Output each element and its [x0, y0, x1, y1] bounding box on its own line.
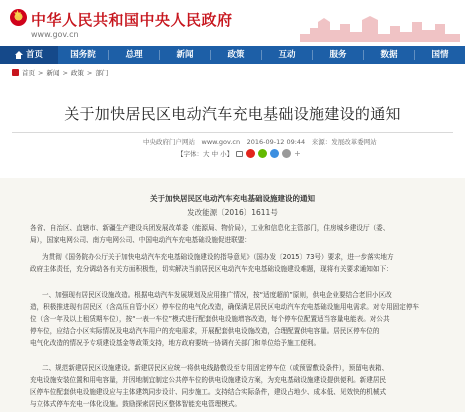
body-line: 二、规范新建居民区设施建设。新建居民区应统一将供电线路敷设至专用固定停车位（或预留敷设条件），预留电表箱、 [42, 364, 389, 372]
main-nav [0, 46, 465, 64]
body-line: 充电设施安装位置和用电容量，并因地制宜制定公共停车位的供电设施建设方案，为充电基础设施建设提供便利。新建居民 [30, 376, 387, 384]
site-title[interactable]: 中华人民共和国中央人民政府 [31, 11, 233, 29]
breadcrumb-policy[interactable]: 政策 [70, 69, 84, 77]
breadcrumb-separator: > [62, 68, 68, 77]
breadcrumb-home[interactable]: 首页 [22, 69, 35, 77]
nav-item-premier[interactable]: 总理 [125, 50, 143, 60]
qzone-share-icon[interactable] [270, 149, 279, 158]
site-domain: www.gov.cn [31, 30, 79, 39]
nav-item-national-info[interactable]: 国情 [431, 50, 449, 60]
title-divider [12, 132, 453, 133]
article-source-line: 中央政府门户网站 www.gov.cn 2016-09-12 09:44 来源：发展改革委网站 [143, 138, 377, 146]
body-line: 与立体式停车充电一体化设施。鼓励探索居民区整体智能充电管理模式。 [30, 400, 241, 408]
nav-item-policy[interactable]: 政策 [227, 50, 245, 60]
breadcrumb [12, 68, 108, 77]
national-emblem-icon [10, 9, 27, 26]
more-share-icon[interactable] [282, 149, 291, 158]
nav-item-news[interactable]: 新闻 [176, 50, 194, 60]
nav-item-label: 首页 [25, 50, 43, 60]
document-title: 关于加快居民区电动汽车充电基础设施建设的通知 [150, 194, 315, 203]
nav-item-state-council[interactable]: 国务院 [70, 50, 96, 60]
weibo-share-icon[interactable] [246, 149, 255, 158]
body-line: 政府主体责任，充分调动各有关方面积极性，切实解决当前居民区电动汽车充电基础设施建设难题，现将有关要求通知如下： [30, 265, 393, 273]
font-size-selector[interactable]: 【字体：大 中 小】 [177, 150, 234, 158]
body-line: 位（含一年及以上租赁期车位），按“一表一车位”模式进行配套供电设施增容改造，每个停车位配置适当容量电能表。对公共 [30, 315, 390, 323]
home-icon [15, 51, 23, 59]
body-line: 电气化改造的情况予专项建设基金等政策支持，地方政府要统一协调有关部门和单位给予施工便利。 [30, 339, 321, 347]
document-heading [0, 192, 465, 220]
wechat-share-icon[interactable] [258, 149, 267, 158]
body-line: 一、加强现有居民区设施改造。根据电动汽车发展规划及应用推广情况，按“适度超前”原则，供电企业要结合老旧小区改 [42, 291, 392, 299]
skyline-decoration-icon [300, 12, 460, 42]
body-line: 各省、自治区、直辖市、新疆生产建设兵团发展改革委（能源局、物价局），工业和信息化主管部门，住房城乡建设厅（委、 [30, 224, 390, 232]
body-line: 局），国家电网公司、南方电网公司、中国电动汽车充电基础设施促进联盟： [30, 236, 251, 244]
breadcrumb-separator: > [38, 68, 44, 77]
site-header [0, 0, 465, 46]
article-title: 关于加快居民区电动汽车充电基础设施建设的通知 [64, 105, 401, 123]
breadcrumb-news[interactable]: 新闻 [46, 69, 60, 77]
nav-item-home[interactable] [0, 46, 58, 64]
breadcrumb-separator: > [86, 68, 93, 77]
nav-item-service[interactable]: 服务 [329, 50, 347, 60]
body-line: 停车位，应结合小区实际情况及电动汽车用户的充电需求，开展配套供电设施改造，合理配置供电容量。居民区停车位的 [30, 327, 380, 335]
print-icon[interactable] [236, 151, 243, 157]
nav-item-data[interactable]: 数据 [380, 50, 398, 60]
nav-item-interaction[interactable]: 互动 [278, 50, 296, 60]
document-number: 发改能源〔2016〕1611号 [187, 208, 278, 217]
location-icon [12, 69, 19, 76]
body-line: 为贯彻《国务院办公厅关于加快电动汽车充电基础设施建设的指导意见》（国办发〔2015〕73号）要求，进一步落实地方 [42, 253, 394, 261]
article-tools [177, 149, 301, 158]
plus-icon[interactable]: + [294, 149, 301, 158]
body-line: 造，积极推进现有居民区（含高压自管小区）停车位的电气化改造，确保满足居民区电动汽车充电基础设施用电需求。对专用固定停车 [30, 303, 420, 311]
breadcrumb-department[interactable]: 部门 [95, 69, 109, 77]
body-line: 区停车位配套供电设施建设应与主体建筑同步设计、同步施工。支持结合实际条件，建设占地少、成本低、见效快的机械式 [30, 388, 387, 396]
